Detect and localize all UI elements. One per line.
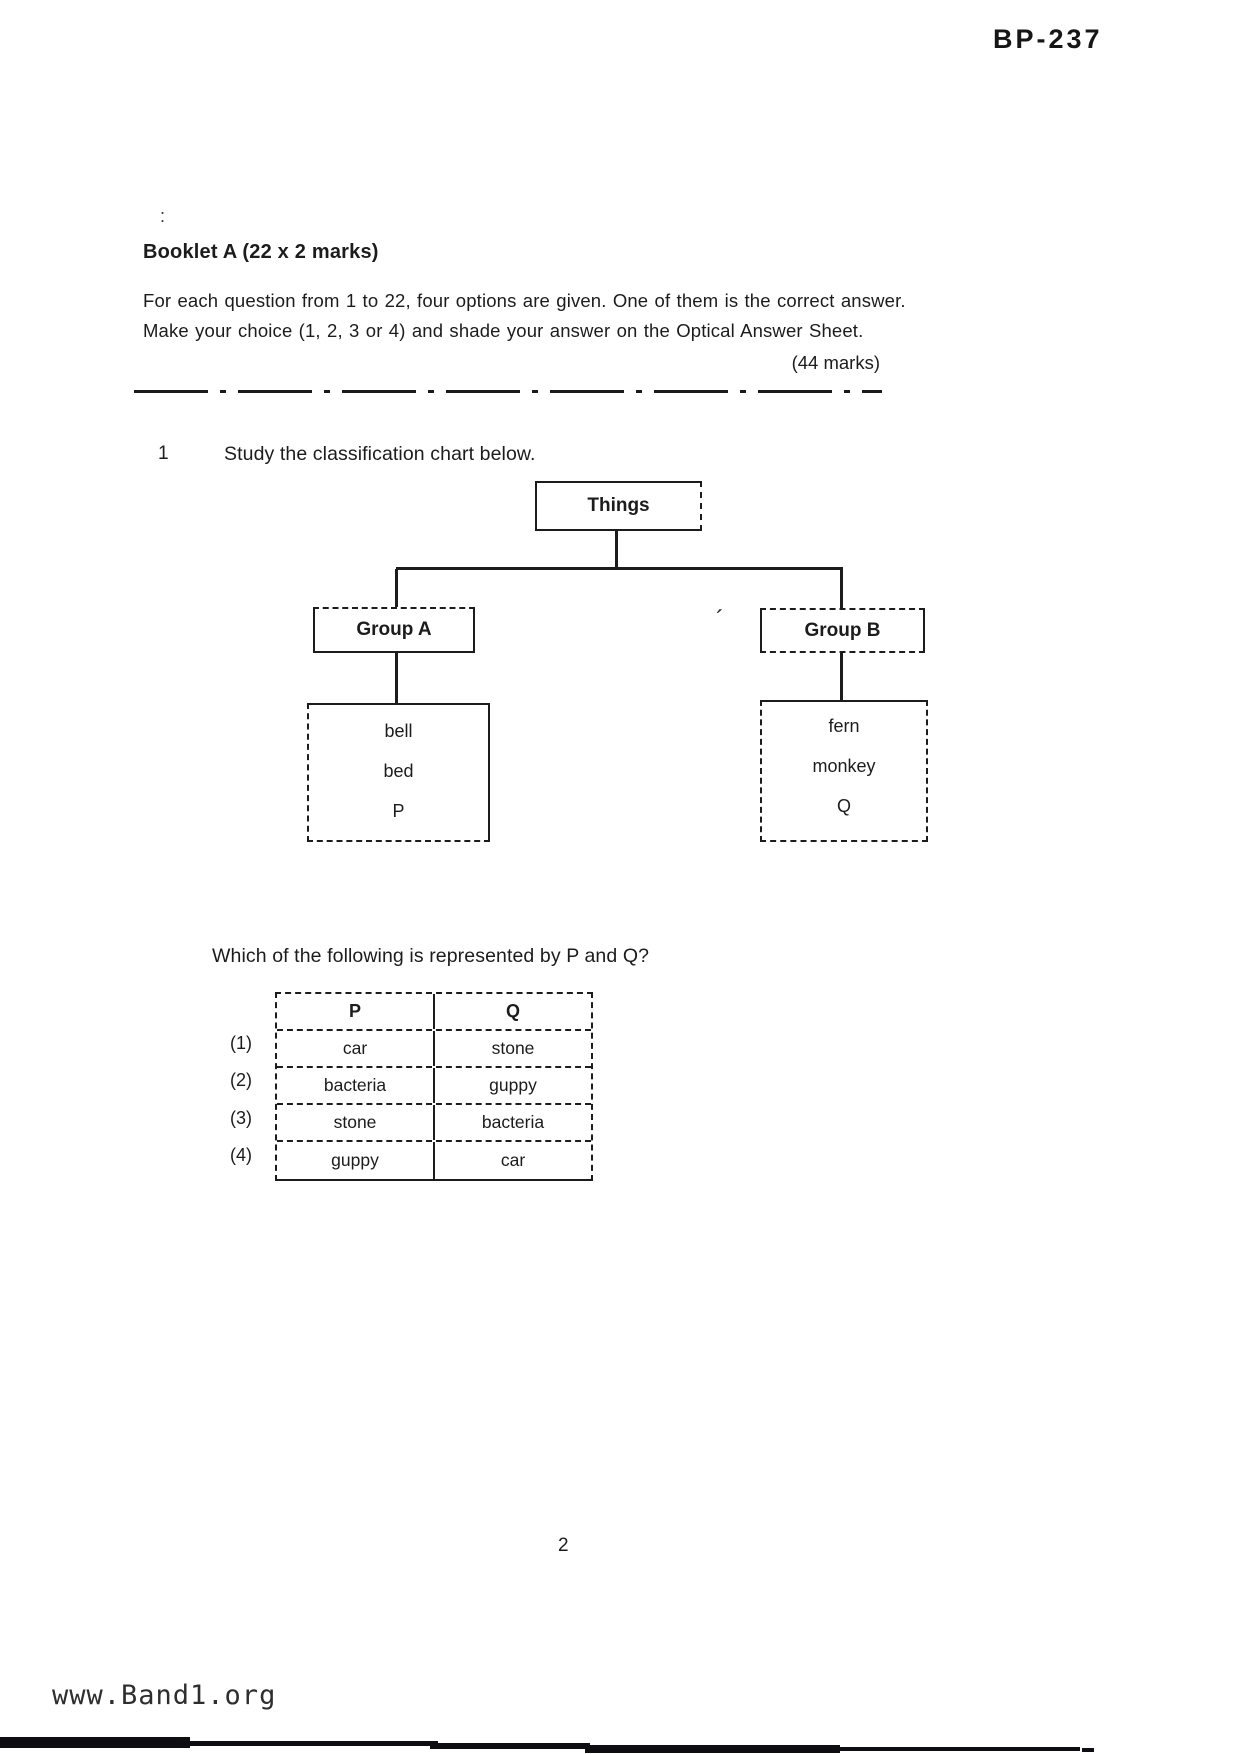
group-b-items-box <box>760 700 928 842</box>
watermark-url: www.Band1.org <box>52 1680 277 1711</box>
table-header-p: P <box>277 994 435 1029</box>
table-header-row <box>277 994 591 1031</box>
group-a-item: bed <box>383 761 414 781</box>
instructions-line-2: Make your choice (1, 2, 3 or 4) and shade your answer on the Optical Answer Sheet. <box>143 320 864 341</box>
table-row <box>277 1068 591 1105</box>
question-prompt: Study the classification chart below. <box>224 443 536 465</box>
scan-artifact-tick: ´ <box>716 606 724 633</box>
connector-group-a-leaf <box>395 653 398 703</box>
connector-group-b-leaf <box>840 653 843 700</box>
scan-artifact-colon: : <box>160 206 166 226</box>
chart-root-label: Things <box>587 495 650 516</box>
group-b-item: Q <box>836 796 851 816</box>
footer-bar-segment <box>430 1743 590 1749</box>
table-cell-q: car <box>500 1150 526 1170</box>
page-number: 2 <box>558 1535 569 1556</box>
footer-bar-segment <box>835 1747 1080 1751</box>
booklet-heading: Booklet A (22 x 2 marks) <box>143 241 379 263</box>
group-b-label: Group B <box>804 619 881 641</box>
table-cell-q: bacteria <box>481 1112 545 1132</box>
option-label-1: (1) <box>230 1033 252 1053</box>
section-divider-line <box>134 390 882 393</box>
group-a-box <box>313 607 475 653</box>
footer-bar-segment <box>0 1737 190 1748</box>
question-sub-prompt: Which of the following is represented by P and Q? <box>212 945 650 967</box>
connector-right-drop <box>840 569 843 608</box>
options-table <box>275 992 593 1181</box>
question-number: 1 <box>158 443 169 464</box>
group-b-box <box>760 608 925 653</box>
footer-bar-segment <box>585 1745 840 1753</box>
group-a-label: Group A <box>356 619 432 640</box>
table-row <box>277 1031 591 1068</box>
marks-note: (44 marks) <box>791 352 880 373</box>
option-label-2: (2) <box>230 1070 252 1090</box>
table-row <box>277 1142 591 1179</box>
table-cell-q: stone <box>491 1038 535 1058</box>
instructions-line-1: For each question from 1 to 22, four options are given. One of them is the correct answer. <box>143 290 906 311</box>
connector-horizontal <box>396 567 843 570</box>
table-cell-p: car <box>277 1031 435 1066</box>
connector-root-vertical <box>615 531 618 569</box>
table-header-q: Q <box>505 1001 520 1021</box>
footer-bar-segment <box>1082 1748 1094 1752</box>
group-a-items-box <box>307 703 490 842</box>
option-label-4: (4) <box>230 1145 252 1165</box>
group-b-item: fern <box>828 716 860 736</box>
table-cell-p: bacteria <box>277 1068 435 1103</box>
group-a-item: P <box>392 801 405 821</box>
table-cell-q: guppy <box>489 1075 537 1095</box>
table-cell-p: guppy <box>277 1142 435 1179</box>
doc-code: BP-237 <box>993 24 1103 54</box>
option-label-3: (3) <box>230 1108 252 1128</box>
group-b-item: monkey <box>812 756 876 776</box>
chart-root-box <box>535 481 702 531</box>
group-a-item: bell <box>384 721 413 741</box>
connector-left-drop <box>395 569 398 607</box>
table-cell-p: stone <box>277 1105 435 1140</box>
table-row <box>277 1105 591 1142</box>
footer-bar-segment <box>188 1741 438 1746</box>
